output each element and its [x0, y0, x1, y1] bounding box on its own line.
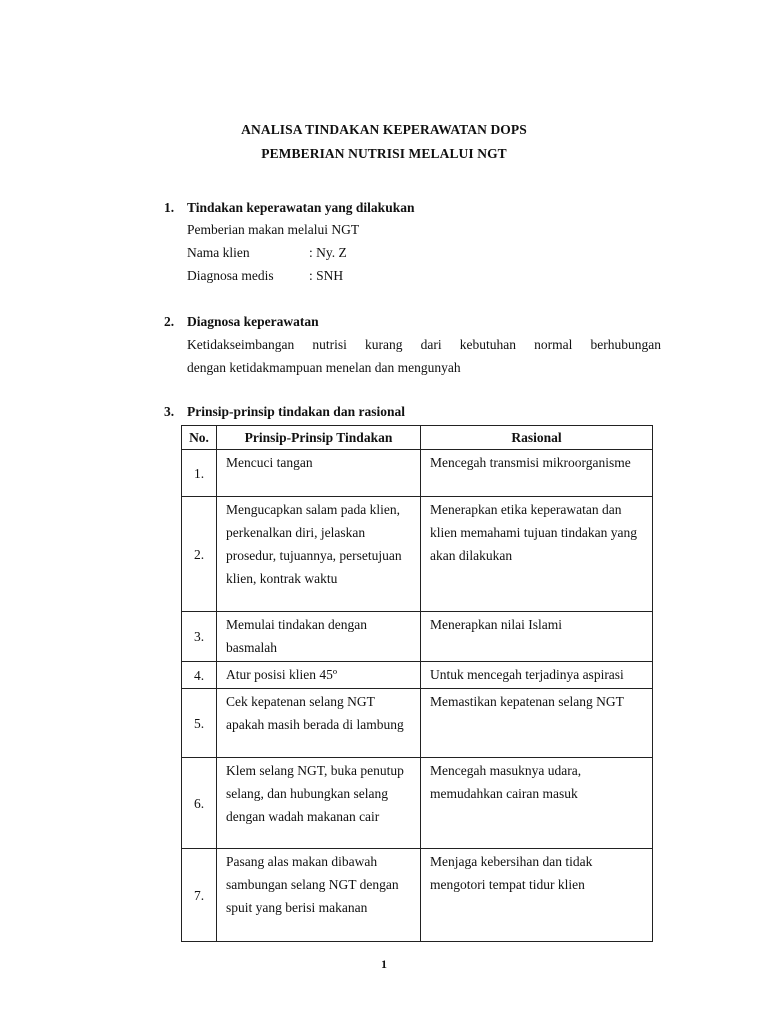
row-number: 3. — [182, 612, 217, 662]
row-number: 2. — [182, 497, 217, 612]
row-rational: Untuk mencegah terjadinya aspirasi — [421, 662, 653, 689]
section-1-number: 1. — [164, 200, 175, 215]
row-action: Klem selang NGT, buka penutup selang, dan hubungkan selang dengan wadah makanan cair — [217, 758, 421, 849]
section-2-paragraph-line-1: Ketidakseimbangan nutrisi kurang dari kebutuhan normal berhubungan — [187, 337, 661, 352]
header-rational: Rasional — [421, 426, 653, 450]
section-3-number: 3. — [164, 404, 175, 419]
row-number: 6. — [182, 758, 217, 849]
section-3-heading: Prinsip-prinsip tindakan dan rasional — [187, 404, 405, 419]
table-row — [182, 758, 653, 849]
principles-table — [181, 425, 653, 942]
client-name-value: : Ny. Z — [309, 245, 347, 260]
table-row — [182, 450, 653, 497]
row-rational: Mencegah transmisi mikroorganisme — [421, 450, 653, 497]
table-row — [182, 689, 653, 758]
row-number: 5. — [182, 689, 217, 758]
medical-diagnosis-value: : SNH — [309, 268, 344, 283]
header-principles: Prinsip-Prinsip Tindakan — [217, 426, 421, 450]
row-action: Mengucapkan salam pada klien, perkenalkan diri, jelaskan prosedur, tujuannya, persetujuan klien, kontrak waktu — [217, 497, 421, 612]
medical-diagnosis-label: Diagnosa medis — [187, 268, 274, 283]
section-2-number: 2. — [164, 314, 175, 329]
table-row — [182, 497, 653, 612]
row-rational: Menerapkan etika keperawatan dan klien memahami tujuan tindakan yang akan dilakukan — [421, 497, 653, 612]
page-number: 1 — [381, 957, 387, 971]
table-header-row — [182, 426, 653, 450]
row-number: 1. — [182, 450, 217, 497]
header-no: No. — [182, 426, 217, 450]
document-title-line-2: PEMBERIAN NUTRISI MELALUI NGT — [261, 146, 507, 161]
row-rational: Menerapkan nilai Islami — [421, 612, 653, 662]
section-1-heading: Tindakan keperawatan yang dilakukan — [187, 200, 415, 215]
row-rational: Memastikan kepatenan selang NGT — [421, 689, 653, 758]
section-2-paragraph-line-2: dengan ketidakmampuan menelan dan mengunyah — [187, 360, 461, 375]
document-title-line-1: ANALISA TINDAKAN KEPERAWATAN DOPS — [241, 122, 527, 137]
row-number: 7. — [182, 849, 217, 942]
section-1-action-text: Pemberian makan melalui NGT — [187, 222, 360, 237]
table-row — [182, 612, 653, 662]
client-name-label: Nama klien — [187, 245, 250, 260]
section-2-heading: Diagnosa keperawatan — [187, 314, 319, 329]
row-rational: Menjaga kebersihan dan tidak mengotori tempat tidur klien — [421, 849, 653, 942]
client-name-row — [187, 245, 347, 261]
medical-diagnosis-row — [187, 268, 343, 284]
table-row — [182, 849, 653, 942]
row-action: Mencuci tangan — [217, 450, 421, 497]
section-2-paragraph — [187, 333, 661, 379]
row-action: Cek kepatenan selang NGT apakah masih berada di lambung — [217, 689, 421, 758]
row-action: Memulai tindakan dengan basmalah — [217, 612, 421, 662]
row-rational: Mencegah masuknya udara, memudahkan cairan masuk — [421, 758, 653, 849]
row-action: Pasang alas makan dibawah sambungan selang NGT dengan spuit yang berisi makanan — [217, 849, 421, 942]
row-number: 4. — [182, 662, 217, 689]
table-row — [182, 662, 653, 689]
row-action: Atur posisi klien 45º — [217, 662, 421, 689]
